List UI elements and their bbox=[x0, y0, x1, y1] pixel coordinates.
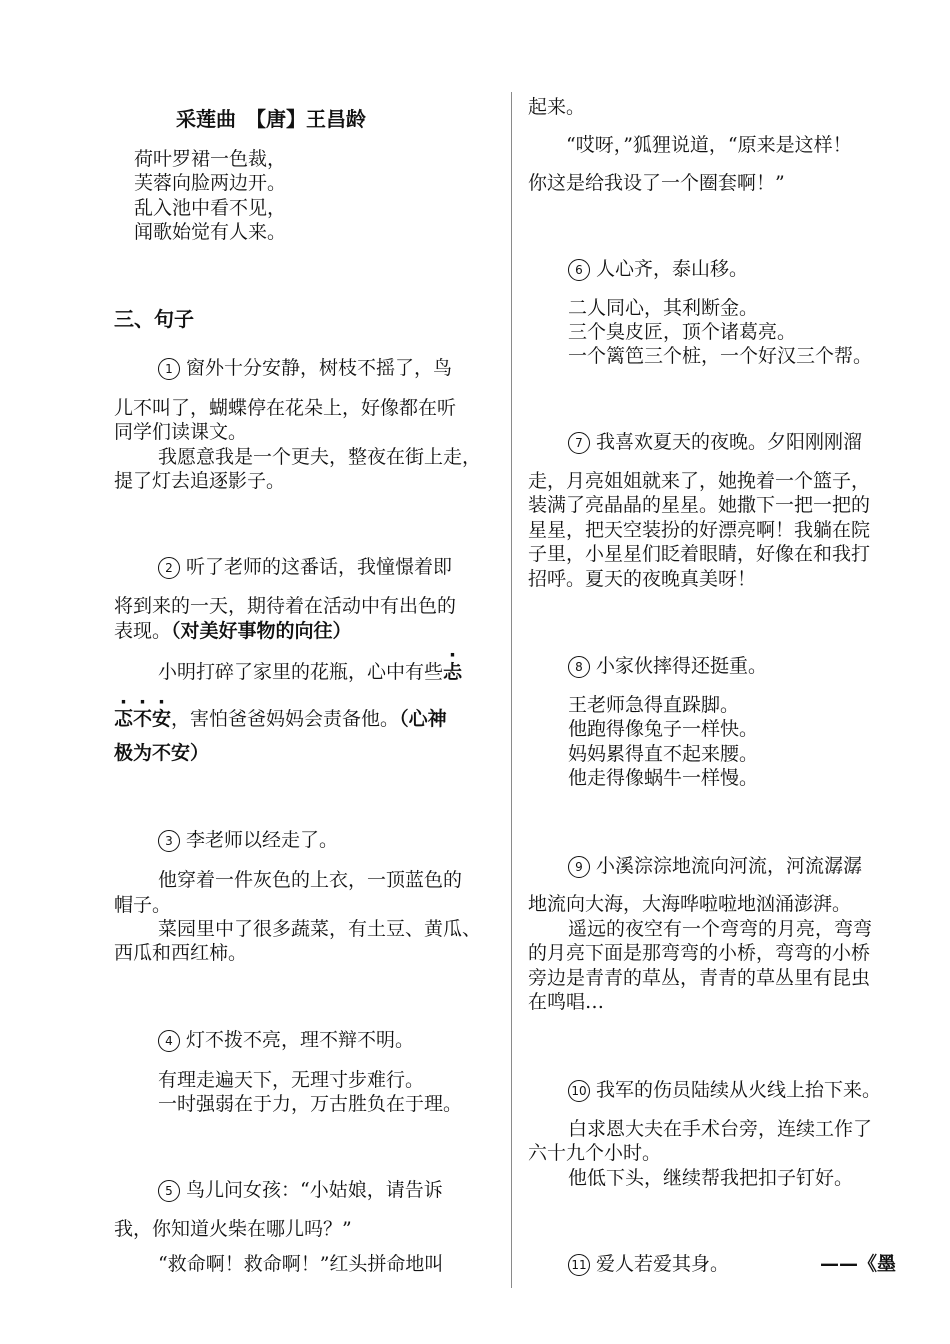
item-number: 5 bbox=[158, 1180, 180, 1202]
item-number: 10 bbox=[568, 1080, 590, 1102]
item-number: 7 bbox=[568, 432, 590, 454]
example-text: 起来。 bbox=[528, 96, 586, 118]
example-text: 有理走遍天下，无理寸步难行。 bbox=[158, 1069, 425, 1091]
emphasized-char: 忑 bbox=[114, 708, 134, 730]
example-text: 六十九个小时。 bbox=[528, 1142, 662, 1164]
item-number: 6 bbox=[568, 259, 590, 281]
example-text: 他走得像蜗牛一样慢。 bbox=[568, 767, 759, 789]
item-lead: 2 听了老师的这番话，我憧憬着即 bbox=[158, 555, 452, 579]
example-text: 妈妈累得直不起来腰。 bbox=[568, 743, 759, 765]
item-lead: 9 小溪淙淙地流向河流，河流潺潺 bbox=[568, 854, 862, 878]
item-lead: 6 人心齐，泰山移。 bbox=[568, 257, 748, 281]
example-text: “哎呀，”狐狸说道，“原来是这样！ bbox=[566, 134, 852, 156]
example-text: 旁边是青青的草丛，青青的草丛里有昆虫 bbox=[528, 967, 871, 989]
example-text: 菜园里中了很多蔬菜，有土豆、黄瓜、 bbox=[158, 918, 482, 940]
item-text: 走，月亮姐姐就来了，她挽着一个篮子， bbox=[528, 470, 871, 492]
example-text: 白求恩大夫在手术台旁，连续工作了 bbox=[568, 1118, 873, 1140]
example-text: 王老师急得直跺脚。 bbox=[568, 694, 740, 716]
poem-title: 采莲曲 【唐】王昌龄 bbox=[176, 107, 366, 131]
item-text: 同学们读课文。 bbox=[114, 421, 248, 443]
meaning-note: （心神 bbox=[399, 708, 447, 730]
item-number: 11 bbox=[568, 1254, 590, 1276]
example-text: 一个篱笆三个桩，一个好汉三个帮。 bbox=[568, 345, 873, 367]
example-text: 二人同心，其利断金。 bbox=[568, 297, 759, 319]
item-text: 装满了亮晶晶的星星。她撒下一把一把的 bbox=[528, 494, 871, 516]
item-lead: 8 小家伙摔得还挺重。 bbox=[568, 654, 767, 678]
poem-line: 闻歌始觉有人来。 bbox=[134, 221, 287, 243]
item-text: 表现。（对美好事物的向往） bbox=[114, 620, 352, 642]
example-text: 他穿着一件灰色的上衣，一顶蓝色的 bbox=[158, 869, 463, 891]
example-text: 遥远的夜空有一个弯弯的月亮，弯弯 bbox=[568, 918, 873, 940]
item-number: 1 bbox=[158, 358, 180, 380]
example-text: 三个臭皮匠，顶个诸葛亮。 bbox=[568, 321, 797, 343]
example-text: 我愿意我是一个更夫，整夜在街上走， bbox=[158, 446, 482, 468]
item-lead: 7 我喜欢夏天的夜晚。夕阳刚刚溜 bbox=[568, 430, 862, 454]
section-heading: 三、句子 bbox=[114, 307, 194, 331]
poem-line: 荷叶罗裙一色裁， bbox=[134, 148, 287, 170]
example-text: 西瓜和西红柿。 bbox=[114, 942, 248, 964]
example-text: 提了灯去追逐影子。 bbox=[114, 470, 286, 492]
item-lead: 10 我军的伤员陆续从火线上抬下来。 bbox=[568, 1078, 881, 1102]
example-text: 的月亮下面是那弯弯的小桥，弯弯的小桥 bbox=[528, 942, 871, 964]
example-text: 忑不安，害怕爸爸妈妈会责备他。（心神 bbox=[114, 708, 447, 730]
example-text: 小明打碎了家里的花瓶，心中有些忐 bbox=[158, 661, 463, 683]
example-text: “救命啊！救命啊！”红头拼命地叫 bbox=[158, 1253, 444, 1275]
item-text: 儿不叫了，蝴蝶停在花朵上，好像都在听 bbox=[114, 397, 457, 419]
example-text: 他跑得像兔子一样快。 bbox=[568, 718, 759, 740]
example-text: 你这是给我设了一个圈套啊！” bbox=[528, 172, 785, 194]
column-divider bbox=[511, 92, 512, 1288]
item-text: 将到来的一天，期待着在活动中有出色的 bbox=[114, 595, 457, 617]
item-lead: 1 窗外十分安静，树枝不摇了，鸟 bbox=[158, 356, 452, 380]
meaning-note: （对美好事物的向往） bbox=[171, 620, 352, 642]
item-number: 8 bbox=[568, 656, 590, 678]
item-lead: 3 李老师以经走了。 bbox=[158, 828, 338, 852]
emphasized-char: 忐 bbox=[443, 661, 463, 683]
item-text: 星星，把天空装扮的好漂亮啊！我躺在院 bbox=[528, 519, 871, 541]
item-lead: 4 灯不拨不亮，理不辩不明。 bbox=[158, 1028, 414, 1052]
emphasized-char: 安 bbox=[152, 708, 172, 730]
poem-line: 乱入池中看不见， bbox=[134, 197, 287, 219]
emphasized-char: 不 bbox=[133, 708, 153, 730]
example-text: 一时强弱在于力，万古胜负在于理。 bbox=[158, 1093, 463, 1115]
item-number: 3 bbox=[158, 830, 180, 852]
item-number: 9 bbox=[568, 856, 590, 878]
poem-line: 芙蓉向脸两边开。 bbox=[134, 172, 287, 194]
item-lead: 11 爱人若爱其身。 bbox=[568, 1252, 729, 1276]
item-text: 招呼。夏天的夜晚真美呀！ bbox=[528, 568, 757, 590]
item-number: 2 bbox=[158, 557, 180, 579]
item-text: 地流向大海，大海哗啦啦地汹涌澎湃。 bbox=[528, 893, 852, 915]
quote-source: ——《墨 bbox=[820, 1253, 897, 1275]
meaning-note: 极为不安） bbox=[114, 742, 210, 764]
example-text: 帽子。 bbox=[114, 894, 172, 916]
item-text: 子里，小星星们眨着眼睛，好像在和我打 bbox=[528, 543, 871, 565]
item-lead: 5 鸟儿问女孩：“小姑娘，请告诉 bbox=[158, 1178, 443, 1202]
item-number: 4 bbox=[158, 1030, 180, 1052]
example-text: 他低下头，继续帮我把扣子钉好。 bbox=[568, 1167, 854, 1189]
item-text: 我，你知道火柴在哪儿吗？” bbox=[114, 1218, 352, 1240]
example-text: 在鸣唱… bbox=[528, 991, 605, 1013]
